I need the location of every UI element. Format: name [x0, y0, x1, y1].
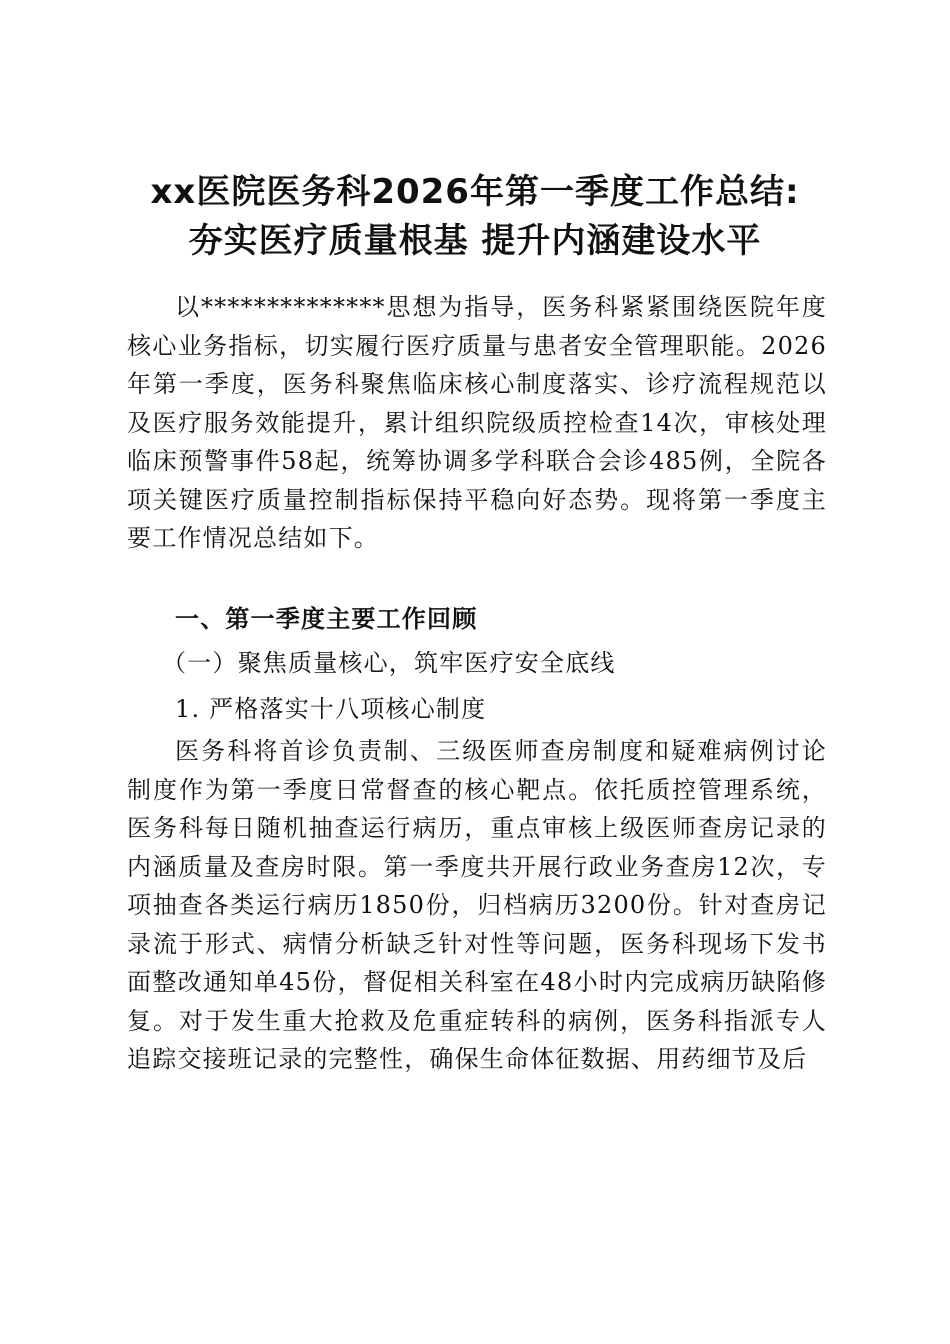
subsection-heading: （一）聚焦质量核心，筑牢医疗安全底线 [162, 649, 616, 677]
section-heading: 一、第一季度主要工作回顾 [175, 605, 478, 633]
item-paragraph: 医务科将首诊负责制、三级医师查房制度和疑难病例讨论制度作为第一季度日常督查的核心靶点。依托质控管理系统，医务科每日随机抽查运行病历，重点审核上级医师查房记录的内涵质量及查房时限。第一季度共开展行政业务查房12次，专项抽查各类运行病历1850份，归档病历3200份。针对查房记录流于形式、病情分析缺乏针对性等问题，医务科现场下发书面整改通知单45份，督促相关科室在48小时内完成病历缺陷修复。对于发生重大抢救及危重症转科的病例，医务科指派专人追踪交接班记录的完整性，确保生命体征数据、用药细节及后 [127, 737, 827, 1073]
item-heading: 1. 严格落实十八项核心制度 [175, 695, 487, 723]
document-title-line-2: 夯实医疗质量根基 提升内涵建设水平 [188, 221, 762, 261]
intro-paragraph: 以**************思想为指导，医务科紧紧围绕医院年度核心业务指标，切实履行医疗质量与患者安全管理职能。2026年第一季度，医务科聚焦临床核心制度落实、诊疗流程规范以及医疗服务效能提升，累计组织院级质控检查14次，审核处理临床预警事件58起，统筹协调多学科联合会诊485例，全院各项关键医疗质量控制指标保持平稳向好态势。现将第一季度主要工作情况总结如下。 [127, 293, 827, 552]
document-title-line-1: xx医院医务科2026年第一季度工作总结: [150, 172, 800, 212]
